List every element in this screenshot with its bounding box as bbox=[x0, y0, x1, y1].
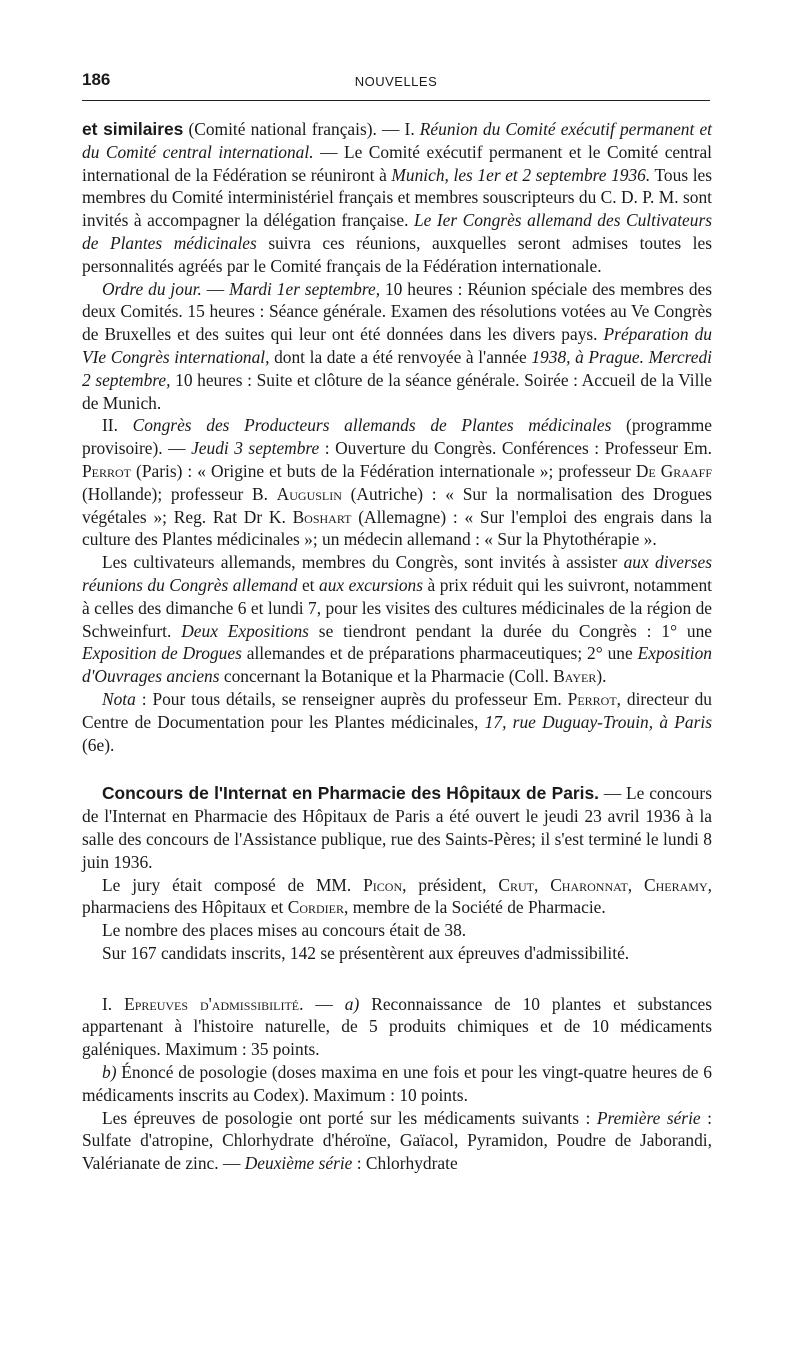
paragraph-nota: Nota : Pour tous détails, se renseigner auprès du professeur Em. Perrot, directeur du Centre de Documentation pour les Plantes médicinales, 17, rue Duguay-Trouin, à Paris (6e). bbox=[82, 688, 712, 755]
body-text bbox=[82, 118, 712, 1175]
paragraph-producers-congress: II. Congrès des Producteurs allemands de Plantes médicinales (programme provisoire). — Jeudi 3 septembre : Ouverture du Congrès. Conférences : Professeur Em. Perrot (Paris) : « Origine et buts de la Fédération internationale »; professeur De Graaff (Hollande); professeur B. Auguslin (Autriche) : « Sur la normalisation des Drogues végétales »; Reg. Rat Dr K. Boshart (Allemagne) : « Sur l'emploi des engrais dans la culture des Plantes médicinales »; un médecin allemand : « Sur la Phytothérapie ». bbox=[82, 415, 712, 550]
paragraph-agenda: Ordre du jour. — Mardi 1er septembre, 10 heures : Réunion spéciale des membres des deux Comités. 15 heures : Séance générale. Examen des résolutions votées au Ve Congrès de Bruxelles et des suites qui leur ont été données dans les divers pays. Préparation du VIe Congrès international, dont la date a été renvoyée à l'année 1938, à Prague. Mercredi 2 septembre, 10 heures : Suite et clôture de la séance générale. Soirée : Accueil de la Ville de Munich. bbox=[82, 278, 713, 413]
paragraph-federation-meeting: et similaires (Comité national français). — I. Réunion du Comité exécutif permanent et du Comité central international. — Le Comité exécutif permanent et le Comité central international de la Fédération se réuniront à Munich, les 1er et 2 septembre 1936. Tous les membres du Comité interministériel français et membres souscripteurs du C. D. P. M. sont invités à accompagner la délégation française. Le Ier Congrès allemand des Cultivateurs de Plantes médicinales suivra ces réunions, auxquelles seront admises toutes les personnalités agréés par le Comité français de la Fédération internationale. bbox=[82, 119, 713, 276]
paragraph-cultivators: Les cultivateurs allemands, membres du Congrès, sont invités à assister aux diverses réunions du Congrès allemand et aux excursions à prix réduit qui les suivront, notamment à celles des dimanche 6 et lundi 7, pour les visites des cultures médicinales de la région de Schweinfurt. Deux Expositions se tiendront pendant la durée du Congrès : 1° une Exposition de Drogues allemandes et de préparations pharmaceutiques; 2° une Exposition d'Ouvrages anciens concernant la Botanique et la Pharmacie (Coll. Bayer). bbox=[82, 552, 713, 687]
page-number: 186 bbox=[82, 70, 111, 89]
paragraph-concours: Concours de l'Internat en Pharmacie des Hôpitaux de Paris. — Le concours de l'Internat en Pharmacie des Hôpitaux de Paris a été ouvert le jeudi 23 avril 1936 à la salle des concours de l'Assistance publique, rue des Saints-Pères; il s'est terminé le lundi 8 juin 1936. bbox=[82, 783, 712, 872]
header-rule bbox=[82, 100, 710, 101]
section-spacer bbox=[82, 756, 712, 782]
running-head: NOUVELLES bbox=[354, 74, 438, 89]
paragraph-jury: Le jury était composé de MM. Picon, président, Crut, Charonnat, Cheramy, pharmaciens des Hôpitaux et Cordier, membre de la Société de Pharmacie. bbox=[82, 874, 712, 918]
paragraph-epreuves: I. Epreuves d'admissibilité. — a) Reconnaissance de 10 plantes et substances appartenant à l'histoire naturelle, de 5 produits chimiques et de 10 médicaments galéniques. Maximum : 35 points. bbox=[82, 993, 713, 1060]
section-spacer bbox=[82, 965, 712, 993]
paragraph-candidates: Sur 167 candidats inscrits, 142 se présentèrent aux épreuves d'admissibilité. bbox=[102, 942, 630, 963]
paragraph-posologie: b) Énoncé de posologie (doses maxima en une fois et pour les vingt-quatre heures de 6 médicaments inscrits au Codex). Maximum : 10 points. bbox=[82, 1062, 712, 1105]
paragraph-posologie-series: Les épreuves de posologie ont porté sur les médicaments suivants : Première série : Sulfate d'atropine, Chlorhydrate d'héroïne, Gaïacol, Pyramidon, Poudre de Jaborandi, Valérianate de zinc. — Deuxième série : Chlorhydrate bbox=[82, 1107, 712, 1174]
paragraph-places: Le nombre des places mises au concours était de 38. bbox=[102, 920, 467, 941]
page-header bbox=[82, 66, 710, 100]
